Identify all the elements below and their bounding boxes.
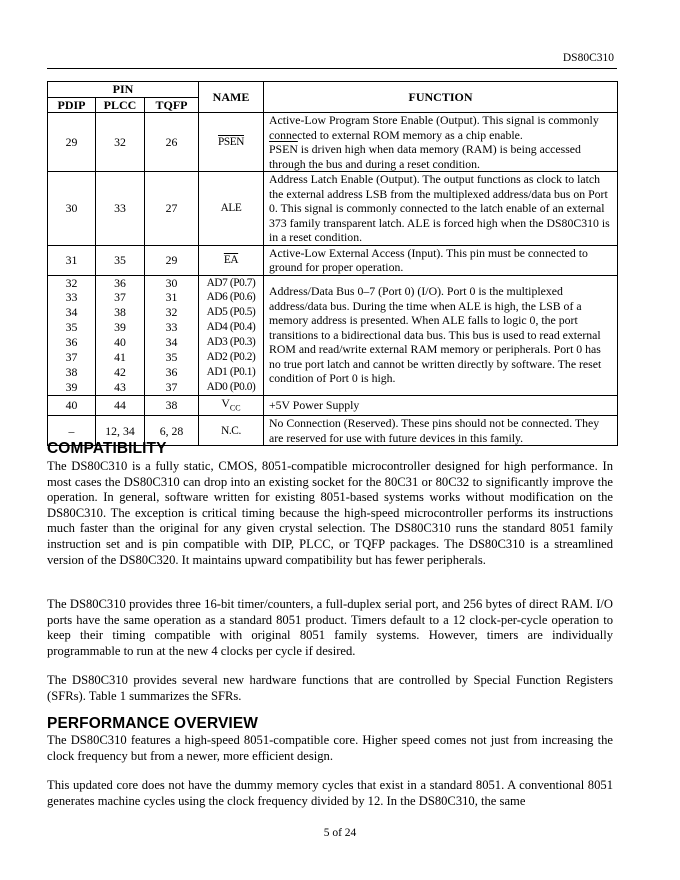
document-id: DS80C310 — [562, 52, 614, 64]
plcc-cell: 12, 34 — [96, 416, 145, 446]
table-row-port0 — [48, 275, 618, 290]
tqfp-cell: 31 — [145, 290, 199, 305]
pdip-cell: – — [48, 416, 96, 446]
pdip-cell: 32 — [48, 275, 96, 290]
compatibility-paragraph-2: The DS80C310 provides three 16-bit timer/counters, a full-duplex serial port, and 256 bytes of direct RAM. I/O ports have the same operation as a standard 8051 product. Timers default to a 12 clock-per-cycle operation to keep their timing compatible with original 8051 family systems. However, timers are individually programmable to run at the new 4 clocks per cycle if desired. — [47, 597, 613, 658]
name-cell — [199, 113, 264, 172]
tqfp-cell: 6, 28 — [145, 416, 199, 446]
name-cell: AD6 (P0.6) — [199, 290, 264, 305]
pdip-cell: 38 — [48, 365, 96, 380]
name-cell: AD3 (P0.3) — [199, 335, 264, 350]
plcc-cell: 36 — [96, 275, 145, 290]
name-cell: N.C. — [199, 416, 264, 446]
table-row-psen — [48, 113, 618, 172]
compatibility-paragraph-3: The DS80C310 provides several new hardware functions that are controlled by Special Function Registers (SFRs). Table 1 summarizes the SFRs. — [47, 673, 613, 703]
plcc-cell: 38 — [96, 305, 145, 320]
name-cell: ALE — [199, 172, 264, 246]
tqfp-cell: 36 — [145, 365, 199, 380]
name-cell — [199, 395, 264, 416]
function-cell: Active-Low External Access (Input). This pin must be connected to ground for proper operation. — [264, 245, 618, 275]
performance-heading: PERFORMANCE OVERVIEW — [47, 715, 258, 732]
pin-name-ea: $\overline{EA}$ — [223, 253, 239, 266]
tqfp-cell: 37 — [145, 380, 199, 395]
name-cell: AD0 (P0.0) — [199, 380, 264, 395]
function-column-header: FUNCTION — [264, 82, 618, 113]
tqfp-cell: 26 — [145, 113, 199, 172]
pin-name-psen: PSEN — [217, 135, 245, 148]
table-row-vcc — [48, 395, 618, 416]
pdip-cell: 36 — [48, 335, 96, 350]
compatibility-heading: COMPATIBILITY — [47, 440, 167, 457]
compatibility-paragraph-1: The DS80C310 is a fully static, CMOS, 8051-compatible microcontroller designed for high performance. In most cases the DS80C310 can drop into an existing socket for the 80C31 or 80C32 to significantly improve the operation. In general, software written for existing 8051-based systems works without modification on the DS80C310. The exception is critical timing because the high-speed microcontroller performs its instructions much faster than the original for any given crystal selection. The DS80C310 runs the standard 8051 family instruction set and is pin compatible with DIP, PLCC, or TQFP packages. The DS80C310 is a streamlined version of the DS80C320. It maintains upward compatibility but has fewer peripherals. — [47, 459, 613, 567]
plcc-column-header: PLCC — [96, 97, 145, 113]
pdip-cell: 34 — [48, 305, 96, 320]
name-cell: AD4 (P0.4) — [199, 320, 264, 335]
performance-paragraph-1: The DS80C310 features a high-speed 8051-compatible core. Higher speed comes not just from increasing the clock frequency but from a newer, more efficient design. — [47, 733, 613, 763]
pin-group-header: PIN — [48, 82, 199, 98]
tqfp-cell: 35 — [145, 350, 199, 365]
vcc-subscript: CC — [229, 402, 241, 412]
plcc-cell: 37 — [96, 290, 145, 305]
function-text: Active-Low Program Store Enable (Output). This signal is commonly connected to external ROM memory as a chip enable. — [269, 113, 599, 142]
pdip-cell: 31 — [48, 245, 96, 275]
pdip-cell: 29 — [48, 113, 96, 172]
tqfp-column-header: TQFP — [145, 97, 199, 113]
pin-description-table — [47, 81, 618, 446]
tqfp-cell: 30 — [145, 275, 199, 290]
pdip-cell: 35 — [48, 320, 96, 335]
plcc-cell: 33 — [96, 172, 145, 246]
performance-paragraph-2: This updated core does not have the dummy memory cycles that exist in a standard 8051. A conventional 8051 generates machine cycles using the clock frequency divided by 12. In the DS80C310, the same — [47, 778, 613, 808]
page-number: 5 of 24 — [323, 827, 357, 839]
table-row-ea — [48, 245, 618, 275]
vcc-name: V — [221, 395, 230, 410]
name-cell: AD5 (P0.5) — [199, 305, 264, 320]
function-text-cont: is driven high when data memory (RAM) is being accessed through the bus and during a reset condition. — [269, 142, 581, 171]
plcc-cell: 41 — [96, 350, 145, 365]
pdip-cell: 37 — [48, 350, 96, 365]
tqfp-cell: 27 — [145, 172, 199, 246]
plcc-cell: 44 — [96, 395, 145, 416]
plcc-cell: 40 — [96, 335, 145, 350]
tqfp-cell: 29 — [145, 245, 199, 275]
function-cell: No Connection (Reserved). These pins should not be connected. They are reserved for use with future devices in this family. — [264, 416, 618, 446]
function-cell — [264, 113, 618, 172]
pdip-cell: 40 — [48, 395, 96, 416]
tqfp-cell: 32 — [145, 305, 199, 320]
pdip-cell: 33 — [48, 290, 96, 305]
function-cell: Address Latch Enable (Output). The output functions as clock to latch the external address LSB from the multiplexed address/data bus on Port 0. This signal is commonly connected to the latch enable of an external 373 family transparent latch. ALE is forced high when the DS80C310 is in a reset condition. — [264, 172, 618, 246]
name-column-header: NAME — [199, 82, 264, 113]
name-cell — [199, 245, 264, 275]
tqfp-cell: 38 — [145, 395, 199, 416]
name-cell: AD1 (P0.1) — [199, 365, 264, 380]
table-row-ale — [48, 172, 618, 246]
pdip-column-header: PDIP — [48, 97, 96, 113]
tqfp-cell: 33 — [145, 320, 199, 335]
pdip-cell: 30 — [48, 172, 96, 246]
function-cell-port0: Address/Data Bus 0–7 (Port 0) (I/O). Port 0 is the multiplexed address/data bus. During the time when ALE is high, the LSB of a memory address is presented. When ALE falls to logic 0, the port transitions to a bidirectional data bus. This bus is used to read external ROM and read/write external RAM memory or peripherals. Port 0 has no true port latch and cannot be written directly by software. The reset condition of Port 0 is high. — [264, 275, 618, 395]
function-text-psen: PSEN — [269, 142, 298, 156]
plcc-cell: 43 — [96, 380, 145, 395]
plcc-cell: 39 — [96, 320, 145, 335]
function-cell: +5V Power Supply — [264, 395, 618, 416]
name-cell: AD2 (P0.2) — [199, 350, 264, 365]
plcc-cell: 32 — [96, 113, 145, 172]
pdip-cell: 39 — [48, 380, 96, 395]
tqfp-cell: 34 — [145, 335, 199, 350]
name-cell: AD7 (P0.7) — [199, 275, 264, 290]
plcc-cell: 35 — [96, 245, 145, 275]
header-rule — [47, 68, 617, 69]
plcc-cell: 42 — [96, 365, 145, 380]
table-header-row — [48, 82, 618, 98]
